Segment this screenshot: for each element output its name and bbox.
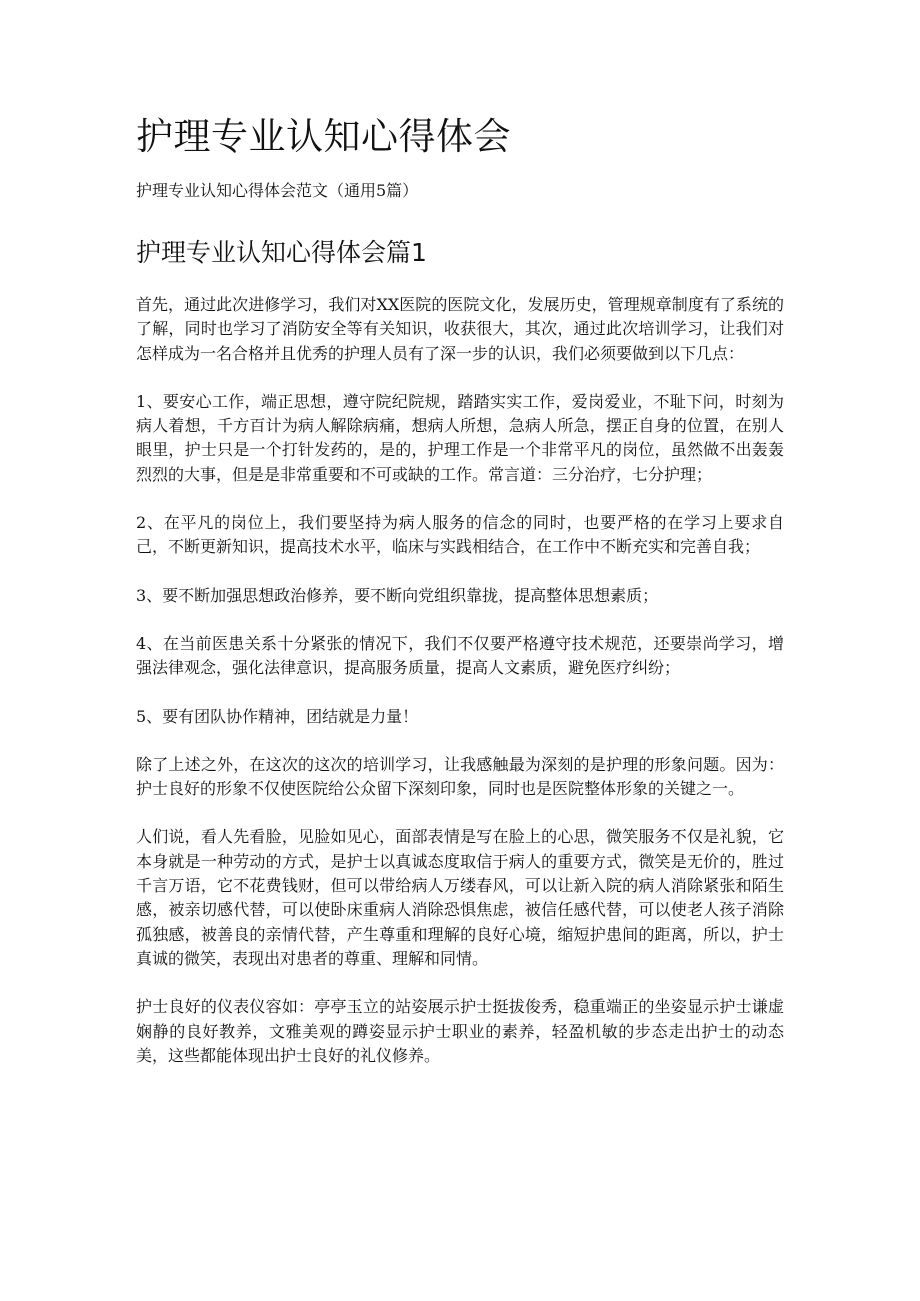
paragraph-image-issue: 除了上述之外，在这次的这次的培训学习，让我感触最为深刻的是护理的形象问题。因为：护士良好的形象不仅使医院给公众留下深刻印象，同时也是医院整体形象的关键之一。	[136, 754, 784, 799]
section-heading: 护理专业认知心得体会篇1	[136, 238, 427, 267]
paragraph-smile-service: 人们说，看人先看脸，见脸如见心，面部表情是写在脸上的心思，微笑服务不仅是礼貌，它本身就是一种劳动的方式，是护士以真诚态度取信于病人的重要方式，微笑是无价的，胜过千言万语，它不花费钱财，但可以带给病人万缕春风，可以让新入院的病人消除紧张和陌生感，被亲切感代替，可以使卧床重病人消除恐惧焦虑，被信任感代替，可以使老人孩子消除孤独感，被善良的亲情代替，产生尊重和理解的良好心境，缩短护患间的距离，所以，护士真诚的微笑，表现出对患者的尊重、理解和同情。	[136, 827, 784, 968]
paragraph-point-1: 1、要安心工作，端正思想，遵守院纪院规，踏踏实实工作，爱岗爱业，不耻下问，时刻为病人着想，千方百计为病人解除病痛，想病人所想，急病人所急，摆正自身的位置，在别人眼里，护士只是一个打针发药的，是的，护理工作是一个非常平凡的岗位，虽然做不出轰轰烈烈的大事，但是是非常重要和不可或缺的工作。常言道：三分治疗，七分护理；	[136, 391, 784, 484]
paragraph-intro: 首先，通过此次进修学习，我们对XX医院的医院文化，发展历史，管理规章制度有了系统的了解，同时也学习了消防安全等有关知识，收获很大，其次，通过此次培训学习，让我们对怎样成为一名合格并且优秀的护理人员有了深一步的认识，我们必须要做到以下几点：	[136, 295, 784, 363]
paragraph-point-3: 3、要不断加强思想政治修养，要不断向党组织靠拢，提高整体思想素质；	[136, 585, 659, 605]
document-body	[136, 293, 784, 1092]
paragraph-point-2: 2、在平凡的岗位上，我们要坚持为病人服务的信念的同时，也要严格的在学习上要求自己，不断更新知识，提高技术水平，临床与实践相结合，在工作中不断充实和完善自我；	[136, 513, 784, 557]
paragraph-appearance: 护士良好的仪表仪容如：亭亭玉立的站姿展示护士挺拔俊秀，稳重端正的坐姿显示护士谦虚娴静的良好教养，文雅美观的蹲姿显示护士职业的素养，轻盈机敏的步态走出护士的动态美，这些都能体现出护士良好的礼仪修养。	[136, 997, 784, 1065]
document-subtitle: 护理专业认知心得体会范文（通用5篇）	[136, 181, 419, 200]
paragraph-point-5: 5、要有团队协作精神，团结就是力量！	[136, 706, 419, 726]
document-title: 护理专业认知心得体会	[136, 115, 511, 158]
paragraph-point-4: 4、在当前医患关系十分紧张的情况下，我们不仅要严格遵守技术规范，还要崇尚学习，增强法律观念，强化法律意识，提高服务质量，提高人文素质，避免医疗纠纷；	[136, 633, 784, 678]
